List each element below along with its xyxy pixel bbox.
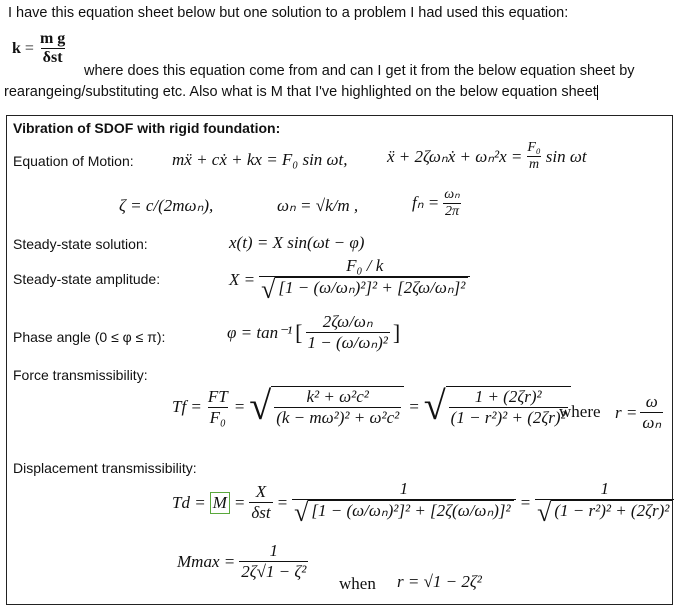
eq-when-label: when — [339, 574, 376, 593]
eq-r-num: ω — [645, 392, 658, 411]
label-displacement-transmissibility: Displacement transmissibility: — [13, 460, 197, 476]
eq-mmax-lhs: Mmax = — [177, 551, 236, 571]
eq-td-r2-den-wrap: √ (1 − r²)² + (2ζr)² — [535, 499, 674, 526]
eq-where-label: where — [559, 402, 601, 421]
eq-td-frac-num: X — [255, 482, 267, 501]
equation-sheet — [6, 115, 673, 605]
inline-eq-denominator: δst — [42, 49, 63, 66]
inline-eq-equals: = — [24, 39, 34, 57]
eq-tf-lhs: Tf = — [172, 397, 202, 416]
question-line-3-text: rearangeing/substituting etc. Also what is M that I've highlighted on the below equation sheet — [4, 84, 597, 100]
question-line-3 — [4, 84, 598, 100]
label-steady-state-amplitude: Steady-state amplitude: — [13, 271, 161, 287]
eq-motion-2-den: m — [529, 157, 540, 172]
eq-motion-2-fraction — [525, 140, 542, 173]
eq-force-transmissibility — [172, 383, 571, 428]
highlighted-M: M — [210, 492, 230, 514]
eq-td-equals-3: = — [519, 492, 532, 512]
eq-tf-equals-2: = — [408, 397, 420, 416]
inline-eq-lhs: k — [12, 39, 21, 57]
eq-fn — [412, 186, 462, 220]
eq-m-max — [177, 541, 308, 582]
eq-td-r1-den: [1 − (ω/ωₙ)²]² + [2ζ(ω/ωₙ)]² — [308, 500, 513, 526]
text-cursor — [597, 85, 598, 100]
eq-td-equals-1: = — [233, 492, 246, 512]
eq-fn-lhs: fₙ = — [412, 193, 440, 212]
eq-td-equals-2: = — [276, 492, 289, 512]
eq-td-r2-fraction — [535, 479, 674, 526]
inline-equation — [12, 30, 67, 67]
eq-motion-2-lhs: ẍ + 2ζωₙẋ + ωₙ²x = — [387, 146, 523, 166]
eq-td-r1-num: 1 — [399, 479, 409, 498]
eq-phase-num: 2ζω/ωₙ — [322, 312, 373, 331]
eq-zeta: ζ = c/(2mωₙ), — [119, 196, 214, 215]
eq-steady-state-solution: x(t) = X sin(ωt − φ) — [229, 233, 365, 252]
eq-phase-fraction — [306, 312, 390, 353]
eq-r-definition — [615, 392, 663, 433]
eq-amplitude-lhs: X = — [229, 269, 256, 289]
eq-tf-r1-num: k² + ω²c² — [306, 387, 369, 406]
label-force-transmissibility: Force transmissibility: — [13, 367, 148, 383]
eq-phase-lhs: φ = tan⁻¹ — [227, 322, 293, 342]
eq-fn-fraction — [442, 186, 461, 220]
eq-phase — [227, 312, 400, 353]
eq-tf-frac-den: F₀ — [209, 407, 226, 427]
eq-r-den: ωₙ — [642, 413, 662, 432]
eq-motion-2-tail: sin ωt — [545, 146, 587, 166]
eq-motion-2-num: F₀ — [527, 140, 541, 155]
eq-td-r1-den-wrap: √ [1 − (ω/ωₙ)²]² + [2ζ(ω/ωₙ)]² — [292, 499, 516, 526]
eq-mmax-den: 2ζ√1 − ζ² — [241, 562, 307, 581]
label-steady-state-solution: Steady-state solution: — [13, 236, 148, 252]
label-phase-angle: Phase angle (0 ≤ φ ≤ π): — [13, 329, 166, 345]
eq-mmax-num: 1 — [269, 541, 279, 560]
eq-amplitude-fraction — [259, 256, 470, 303]
inline-eq-numerator: m g — [39, 30, 66, 47]
eq-fn-num: ωₙ — [444, 187, 460, 202]
eq-tf-r2-fraction — [449, 387, 568, 428]
inline-eq-fraction — [38, 30, 67, 67]
eq-tf-r2-num: 1 + (2ζr)² — [474, 387, 542, 406]
question-line-2: where does this equation come from and can I get it from the below equation sheet by — [84, 63, 635, 79]
eq-amplitude-den: [1 − (ω/ωₙ)²]² + [2ζω/ωₙ]² — [275, 277, 468, 303]
eq-tf-equals-1: = — [233, 397, 246, 416]
eq-tf-fraction — [206, 387, 230, 428]
eq-mmax-fraction — [239, 541, 308, 582]
eq-r-fraction — [640, 392, 663, 433]
eq-amplitude-root: √ [1 − (ω/ωₙ)²]² + [2ζω/ωₙ]² — [261, 277, 468, 303]
question-line-1: I have this equation sheet below but one solution to a problem I had used this equation: — [8, 5, 569, 21]
eq-motion-2 — [387, 140, 587, 173]
eq-r-lhs: r = — [615, 402, 638, 422]
eq-td-r2-den: (1 − r²)² + (2ζr)² — [551, 500, 672, 526]
eq-td-lhs: Td = — [172, 492, 206, 512]
eq-tf-r1-fraction — [274, 387, 401, 428]
eq-tf-r1-den: (k − mω²)² + ω²c² — [276, 408, 400, 427]
sheet-title: Vibration of SDOF with rigid foundation: — [13, 120, 281, 136]
eq-td-r2-num: 1 — [600, 479, 609, 498]
label-equation-of-motion: Equation of Motion: — [13, 153, 134, 169]
eq-td-frac-den: δst — [251, 503, 271, 522]
eq-displacement-transmissibility — [172, 479, 674, 526]
eq-td-fraction — [249, 482, 272, 523]
eq-phase-bracket-left: [ — [295, 319, 303, 345]
eq-motion-1: mẍ + cẋ + kx = F₀ sin ωt, — [172, 150, 348, 169]
eq-r-condition: r = √1 − 2ζ² — [397, 572, 482, 591]
eq-tf-frac-num: FT — [207, 386, 228, 406]
eq-fn-den: 2π — [444, 204, 459, 219]
eq-td-r1-fraction — [292, 479, 516, 526]
eq-amplitude-den-wrap — [259, 276, 470, 303]
eq-phase-bracket-right: ] — [392, 319, 401, 345]
eq-tf-root-2: √ $\frac{\text{1 + (2ζr)²}}{\text{(1 − r²)² + (2ζr)²}}$ — [424, 386, 571, 428]
eq-amplitude — [229, 256, 470, 303]
eq-omega-n: ωₙ = √k/m , — [277, 196, 359, 215]
eq-amplitude-num: F₀ / k — [346, 256, 384, 275]
eq-tf-root-1: √ $\frac{\text{k² + ω²c²}}{\text{(k − mω²)² + ω²c²}}$ — [249, 386, 404, 428]
eq-phase-den: 1 − (ω/ωₙ)² — [307, 333, 388, 352]
eq-tf-r2-den: (1 − r²)² + (2ζr)² — [450, 408, 566, 427]
